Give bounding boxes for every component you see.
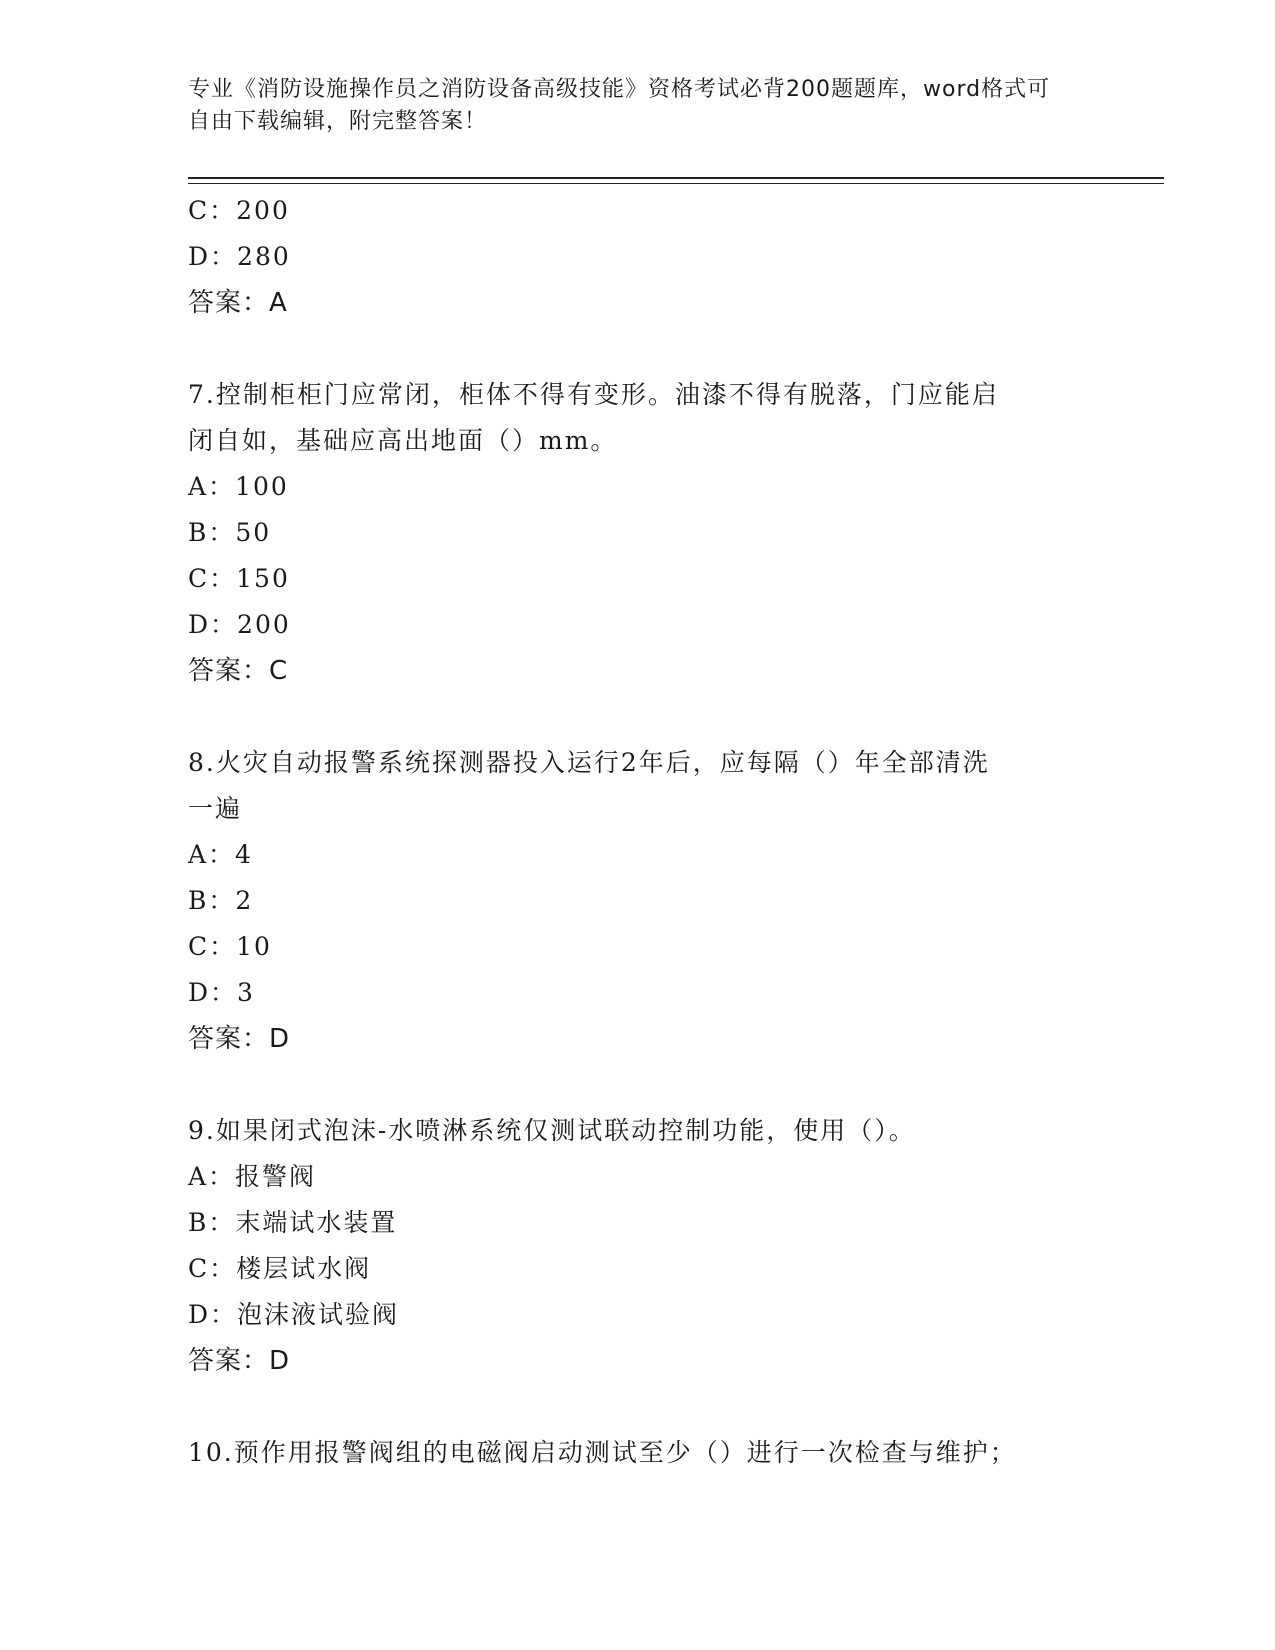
spacer [188,1384,1068,1430]
option-c: C：楼层试水阀 [188,1254,372,1283]
option-a: A：报警阀 [188,1162,317,1191]
question-list [188,188,1068,1476]
option-b: B：末端试水装置 [188,1208,398,1237]
header-title: 专业《消防设施操作员之消防设备高级技能》资格考试必背200题题库，word格式可自由下载编辑，附完整答案！ [188,77,1051,134]
option-d: D：泡沫液试验阀 [188,1300,400,1329]
option-d: D：200 [188,610,291,639]
question-text-line: 9.如果闭式泡沫-水喷淋系统仅测试联动控制功能，使用（）。 [188,1116,916,1145]
question-partial [188,188,1068,326]
option-d: D：3 [188,978,255,1007]
answer-line: 答案：A [188,288,288,318]
question-7 [188,372,1068,694]
option-a: A：4 [188,840,253,869]
spacer [188,326,1068,372]
option-b: B：50 [188,518,272,547]
option-c: C：200 [188,196,290,225]
header-divider-thick [188,177,1164,179]
option-b: B：2 [188,886,254,915]
option-d: D：280 [188,242,291,271]
answer-line: 答案：C [188,656,289,686]
option-c: C：10 [188,932,272,961]
option-a: A：100 [188,472,289,501]
question-text-line: 闭自如，基础应高出地面（）mm。 [188,426,618,455]
document-header [188,74,1068,138]
question-text-line: 10.预作用报警阀组的电磁阀启动测试至少（）进行一次检查与维护； [188,1438,1017,1467]
answer-line: 答案：D [188,1346,291,1376]
question-10 [188,1430,1068,1476]
question-9 [188,1108,1068,1384]
answer-line: 答案：D [188,1024,291,1054]
question-8 [188,740,1068,1062]
question-text-line: 7.控制柜柜门应常闭，柜体不得有变形。油漆不得有脱落，门应能启 [188,380,999,409]
header-divider-thin [188,183,1164,184]
question-text-line: 8.火灾自动报警系统探测器投入运行2年后，应每隔（）年全部清洗 [188,748,990,777]
option-c: C：150 [188,564,290,593]
spacer [188,1062,1068,1108]
spacer [188,694,1068,740]
question-text-line: 一遍 [188,794,243,823]
